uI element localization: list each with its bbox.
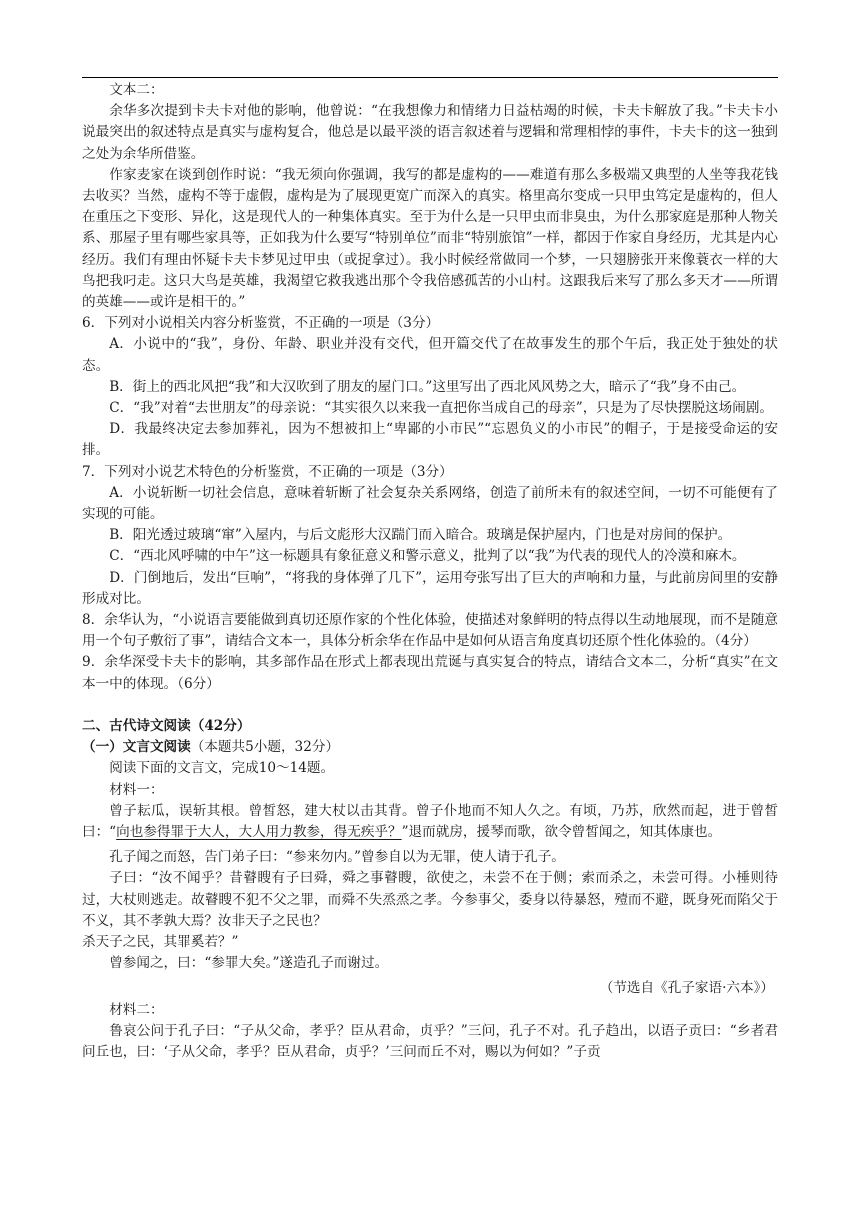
text2-paragraph-2: 作家麦家在谈到创作时说：“我无须向你强调，我写的都是虚构的——难道有那么多极端又典型的人坐等我花钱去收买？当然，虚构不等于虚假，虚构是为了展现更宽广而深入的真实。格里高尔变成一只甲虫笃定是虚构的，但人在重压之下变形、异化，这是现代人的一种集体真实。至于为什么是一只甲虫而非臭虫，为什么那家庭是那种人物关系、那屋子里有哪些家具等，正如我为什么要写“特别单位”而非“特别旅馆”一样，都因于作家自身经历，尤其是内心经历。我们有理由怀疑卡夫卡梦见过甲虫（或捉拿过）。我小时候经常做同一个梦，一只翅膀张开来像蓑衣一样的大鸟把我叼走。这只大鸟是英雄，我渴望它救我逃出那个令我倍感孤苦的小山村。这跟我后来写了那么多天才——所谓的英雄——或许是相干的。” (82, 166, 778, 311)
question-7-option-b: B．阳光透过玻璃“窜”入屋内，与后文彪形大汉踹门而入暗合。玻璃是保护屋内，门也是对房间的保护。 (109, 527, 732, 544)
m1-p1-before: 曾子耘瓜，误斩其根。曾皙怒，建大杖以击其背。曾子仆地而不知人久之。有顷，乃苏，欣然而起，进于曾皙曰：“ (82, 802, 778, 840)
material-1-paragraph-3-end: 杀天子之民，其罪奚若？” (82, 933, 239, 950)
material-1-paragraph-1 (82, 801, 778, 843)
material-2-paragraph-1: 鲁哀公问于孔子曰：“子从父命，孝乎？臣从君命，贞乎？”三问，孔子不对。孔子趋出，以语子贡曰：“乡者君问丘也，曰：‘子从父命，孝乎？臣从君命，贞乎？’三问而丘不对，赐以为何如？”子贡 (82, 1022, 778, 1060)
question-6-option-c: C．“我”对着“去世朋友”的母亲说：“其实很久以来我一直把你当成自己的母亲”，只是为了尽快摆脱这场闹剧。 (109, 400, 774, 417)
subsection-1-heading (82, 737, 778, 758)
text2-label: 文本二： (109, 82, 164, 98)
question-7-stem: 7．下列对小说艺术特色的分析鉴赏，不正确的一项是（3分） (82, 463, 453, 480)
question-7-option-d: D．门倒地后，发出“巨响”，“将我的身体弹了几下”，运用夸张写出了巨大的声响和力量，与此前房间里的安静形成对比。 (82, 569, 778, 607)
material-1-paragraph-2: 孔子闻之而怒，告门弟子曰：“参来勿内。”曾参自以为无罪，使人请于孔子。 (109, 849, 565, 866)
header-rule (82, 77, 778, 78)
question-6-option-d: D．我最终决定去参加葬礼，因为不想被扣上“卑鄙的小市民”“忘恩负义的小市民”的帽子，于是接受命运的安排。 (82, 421, 778, 459)
m1-p1-after: ”退而就房，援琴而歌，欲令曾皙闻之，知其体康也。 (401, 823, 722, 840)
subsection-1-title: （一）文言文阅读 (82, 739, 191, 756)
question-7-option-a: A．小说斩断一切社会信息，意味着斩断了社会复杂关系网络，创造了前所未有的叙述空间，一切不可能便有了实现的可能。 (82, 484, 778, 523)
material-2-label: 材料二： (109, 1001, 164, 1018)
subsection-1-note: （本题共5小题，32分） (190, 739, 340, 756)
question-7-option-c: C．“西北风呼啸的中午”这一标题具有象征意义和警示意义，批判了以“我”为代表的现代人的冷漠和麻木。 (109, 548, 746, 565)
question-6-stem: 6．下列对小说相关内容分析鉴赏，不正确的一项是（3分） (82, 315, 440, 332)
reading-instruction: 阅读下面的文言文，完成10～14题。 (109, 760, 335, 777)
question-8: 8．余华认为，“小说语言要能做到真切还原作家的个性化体验，使描述对象鲜明的特点得以生动地展现，而不是随意用一个句子敷衍了事”，请结合文本一，具体分析余华在作品中是如何从语言角度真切还原个性化体验的。（4分） (82, 612, 778, 650)
material-1-paragraph-4: 曾参闻之，曰：“参罪大矣。”遂造孔子而谢过。 (109, 955, 389, 972)
question-9: 9．余华深受卡夫卡的影响，其多部作品在形式上都表现出荒诞与真实复合的特点，请结合文本二，分析“真实”在文本一中的体现。（6分） (82, 654, 778, 692)
question-6-option-b: B．街上的西北风把“我”和大汉吹到了朋友的屋门口。”这里写出了西北风风势之大，暗示了“我”身不由己。 (109, 378, 746, 395)
material-1-label: 材料一： (109, 781, 164, 798)
content-column (82, 80, 778, 1063)
source-citation: （节选自《孔子家语·六本》） (599, 980, 774, 997)
material-1-paragraph-3: 子曰：“汝不闻乎？昔瞽瞍有子曰舜，舜之事瞽瞍，欲使之，未尝不在于侧；索而杀之，未尝可得。小棰则待过，大杖则逃走。故瞽瞍不犯不父之罪，而舜不失烝烝之孝。今参事父，委身以待暴怒，殪而不避，既身死而陷父于不义，其不孝孰大焉？汝非天子之民也？ (82, 870, 778, 929)
m1-p1-underlined: 向也参得罪于大人，大人用力教参，得无疾乎？ (116, 823, 402, 840)
section-2-title: 二、古代诗文阅读（42分） (82, 717, 251, 734)
question-6-option-a: A．小说中的“我”，身份、年龄、职业并没有交代，但开篇交代了在故事发生的那个午后，我正处于独处的状态。 (82, 336, 778, 374)
text2-paragraph-1: 余华多次提到卡夫卡对他的影响，他曾说：“在我想像力和情绪力日益枯竭的时候，卡夫卡解放了我。”卡夫卡小说最突出的叙述特点是真实与虚构复合，他总是以最平淡的语言叙述着与逻辑和常理相悖的事件，卡夫卡的这一独到之处为余华所借鉴。 (82, 103, 778, 162)
